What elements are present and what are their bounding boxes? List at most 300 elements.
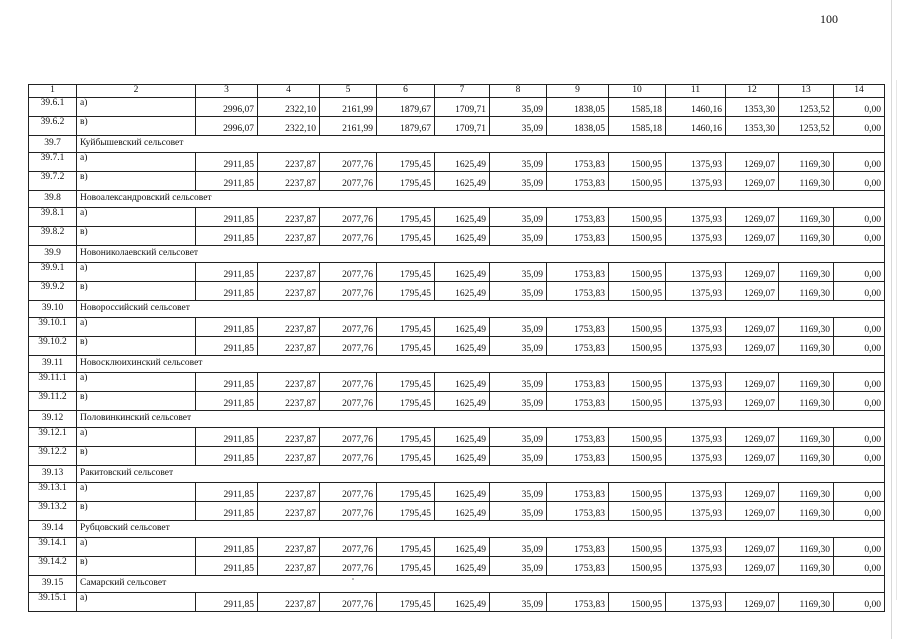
value-cell: 35,09 [490,373,547,392]
section-header-row [29,246,885,263]
value-cell: 1169,30 [779,428,834,447]
value-cell: 1500,95 [609,593,666,612]
value-cell: 1838,05 [547,98,609,117]
value-cell: 1795,45 [377,172,435,191]
column-number-cell: 5 [320,85,377,98]
row-code-cell: 39.9.2 [29,282,77,301]
row-code-cell: 39.13.1 [29,483,77,502]
value-cell: 1269,07 [726,153,779,172]
table-row [29,483,885,502]
value-cell: 35,09 [490,153,547,172]
value-cell: 1753,83 [547,227,609,246]
row-code-cell: 39.13.2 [29,502,77,521]
value-cell: 1500,95 [609,263,666,282]
value-cell: 2161,99 [320,117,377,136]
value-cell: 1753,83 [547,172,609,191]
column-number-cell: 12 [726,85,779,98]
value-cell: 1269,07 [726,593,779,612]
value-cell: 1269,07 [726,172,779,191]
section-code-cell: 39.9 [29,246,77,263]
section-code-cell: 39.7 [29,136,77,153]
value-cell: 1169,30 [779,282,834,301]
value-cell: 1375,93 [666,153,726,172]
row-subitem-cell: а) [77,373,196,392]
value-cell: 1269,07 [726,337,779,356]
value-cell: 1500,95 [609,282,666,301]
value-cell: 1375,93 [666,428,726,447]
row-code-cell: 39.7.2 [29,172,77,191]
section-name-cell: Новониколаевский сельсовет [77,246,885,263]
value-cell: 1169,30 [779,392,834,411]
value-cell: 0,00 [834,373,885,392]
column-number-cell: 3 [196,85,258,98]
column-number-cell: 11 [666,85,726,98]
row-subitem-cell: в) [77,392,196,411]
value-cell: 1269,07 [726,392,779,411]
value-cell: 1375,93 [666,447,726,466]
value-cell: 2077,76 [320,227,377,246]
value-cell: 1795,45 [377,502,435,521]
value-cell: 1753,83 [547,483,609,502]
section-header-row [29,136,885,153]
table-row [29,153,885,172]
value-cell: 35,09 [490,392,547,411]
value-cell: 1795,45 [377,263,435,282]
value-cell: 0,00 [834,208,885,227]
table-row [29,447,885,466]
value-cell: 1753,83 [547,538,609,557]
value-cell: 2237,87 [258,428,320,447]
value-cell: 1375,93 [666,502,726,521]
value-cell: 1585,18 [609,117,666,136]
value-cell: 1375,93 [666,373,726,392]
value-cell: 2237,87 [258,483,320,502]
column-number-cell: 8 [490,85,547,98]
table-row [29,593,885,612]
row-code-cell: 39.7.1 [29,153,77,172]
value-cell: 1375,93 [666,208,726,227]
value-cell: 1795,45 [377,557,435,576]
value-cell: 2077,76 [320,392,377,411]
value-cell: 2237,87 [258,153,320,172]
value-cell: 1269,07 [726,318,779,337]
table-row [29,227,885,246]
row-code-cell: 39.14.2 [29,557,77,576]
value-cell: 2911,85 [196,447,258,466]
value-cell: 2077,76 [320,483,377,502]
value-cell: 1169,30 [779,483,834,502]
value-cell: 1625,49 [435,557,490,576]
value-cell: 1269,07 [726,447,779,466]
column-number-cell: 9 [547,85,609,98]
section-code-cell: 39.12 [29,411,77,428]
page-number: 100 [820,12,838,26]
value-cell: 1500,95 [609,373,666,392]
value-cell: 2237,87 [258,557,320,576]
section-code-cell: 39.8 [29,191,77,208]
section-header-row [29,301,885,318]
value-cell: 0,00 [834,502,885,521]
section-name-cell: Рубцовский сельсовет [77,521,885,538]
section-name-cell: Половинкинский сельсовет [77,411,885,428]
value-cell: 1169,30 [779,153,834,172]
value-cell: 2911,85 [196,263,258,282]
table-row [29,208,885,227]
row-code-cell: 39.14.1 [29,538,77,557]
table-row [29,337,885,356]
value-cell: 2911,85 [196,282,258,301]
value-cell: 0,00 [834,337,885,356]
value-cell: 1500,95 [609,428,666,447]
table-row [29,538,885,557]
column-number-cell: 6 [377,85,435,98]
value-cell: 0,00 [834,557,885,576]
row-subitem-cell: а) [77,153,196,172]
value-cell: 1753,83 [547,392,609,411]
column-number-cell: 7 [435,85,490,98]
value-cell: 2911,85 [196,227,258,246]
row-subitem-cell: а) [77,318,196,337]
table-row [29,282,885,301]
value-cell: 1375,93 [666,318,726,337]
value-cell: 1753,83 [547,502,609,521]
value-cell: 1879,67 [377,117,435,136]
value-cell: 1500,95 [609,318,666,337]
row-code-cell: 39.6.2 [29,117,77,136]
value-cell: 1169,30 [779,447,834,466]
value-cell: 0,00 [834,538,885,557]
tariff-table [28,84,885,612]
value-cell: 1500,95 [609,153,666,172]
value-cell: 1625,49 [435,153,490,172]
value-cell: 1795,45 [377,373,435,392]
value-cell: 1169,30 [779,318,834,337]
value-cell: 1625,49 [435,373,490,392]
column-number-cell: 10 [609,85,666,98]
value-cell: 0,00 [834,153,885,172]
value-cell: 1625,49 [435,447,490,466]
value-cell: 1795,45 [377,483,435,502]
row-subitem-cell: а) [77,208,196,227]
section-code-cell: 39.13 [29,466,77,483]
row-subitem-cell: а) [77,263,196,282]
value-cell: 1753,83 [547,593,609,612]
value-cell: 2077,76 [320,282,377,301]
value-cell: 0,00 [834,98,885,117]
section-name-cell: Самарский сельсовет [77,576,885,593]
column-number-cell: 14 [834,85,885,98]
column-number-cell: 4 [258,85,320,98]
value-cell: 2911,85 [196,428,258,447]
value-cell: 35,09 [490,318,547,337]
value-cell: 1625,49 [435,318,490,337]
section-code-cell: 39.14 [29,521,77,538]
value-cell: 1753,83 [547,428,609,447]
value-cell: 1500,95 [609,447,666,466]
value-cell: 1753,83 [547,373,609,392]
column-number-cell: 13 [779,85,834,98]
row-code-cell: 39.15.1 [29,593,77,612]
row-subitem-cell: в) [77,227,196,246]
row-subitem-cell: в) [77,282,196,301]
section-name-cell: Новосклюихинский сельсовет [77,356,885,373]
value-cell: 0,00 [834,172,885,191]
value-cell: 35,09 [490,208,547,227]
scan-edge-line-inner [896,80,897,600]
section-header-row [29,576,885,593]
value-cell: 2237,87 [258,538,320,557]
table-row [29,117,885,136]
value-cell: 35,09 [490,263,547,282]
value-cell: 1500,95 [609,502,666,521]
value-cell: 1500,95 [609,227,666,246]
value-cell: 35,09 [490,593,547,612]
row-subitem-cell: в) [77,117,196,136]
value-cell: 1625,49 [435,172,490,191]
value-cell: 1753,83 [547,282,609,301]
value-cell: 1253,52 [779,98,834,117]
section-header-row [29,191,885,208]
value-cell: 2237,87 [258,502,320,521]
value-cell: 1625,49 [435,227,490,246]
column-number-cell: 2 [77,85,196,98]
value-cell: 1169,30 [779,502,834,521]
value-cell: 1375,93 [666,557,726,576]
value-cell: 2237,87 [258,373,320,392]
value-cell: 1269,07 [726,557,779,576]
value-cell: 1269,07 [726,502,779,521]
value-cell: 0,00 [834,282,885,301]
value-cell: 35,09 [490,227,547,246]
value-cell: 1500,95 [609,208,666,227]
value-cell: 2911,85 [196,153,258,172]
value-cell: 1375,93 [666,483,726,502]
table-row [29,318,885,337]
table-row [29,557,885,576]
value-cell: 2237,87 [258,593,320,612]
value-cell: 2077,76 [320,447,377,466]
section-name-cell: Куйбышевский сельсовет [77,136,885,153]
value-cell: 1269,07 [726,263,779,282]
value-cell: 2322,10 [258,117,320,136]
value-cell: 1375,93 [666,263,726,282]
value-cell: 1753,83 [547,337,609,356]
value-cell: 1625,49 [435,428,490,447]
value-cell: 1753,83 [547,208,609,227]
value-cell: 0,00 [834,593,885,612]
row-code-cell: 39.10.1 [29,318,77,337]
value-cell: 1500,95 [609,483,666,502]
value-cell: 1709,71 [435,117,490,136]
value-cell: 1269,07 [726,282,779,301]
value-cell: 1795,45 [377,282,435,301]
row-code-cell: 39.12.2 [29,447,77,466]
value-cell: 2077,76 [320,593,377,612]
section-header-row [29,521,885,538]
value-cell: 1375,93 [666,392,726,411]
value-cell: 35,09 [490,98,547,117]
value-cell: 2911,85 [196,392,258,411]
table-body [29,98,885,612]
value-cell: 1169,30 [779,172,834,191]
scan-edge-line [891,0,892,639]
value-cell: 1169,30 [779,337,834,356]
value-cell: 2911,85 [196,337,258,356]
value-cell: 1795,45 [377,593,435,612]
value-cell: 1585,18 [609,98,666,117]
value-cell: 1795,45 [377,538,435,557]
value-cell: 2077,76 [320,538,377,557]
value-cell: 1500,95 [609,392,666,411]
value-cell: 1500,95 [609,337,666,356]
value-cell: 1753,83 [547,318,609,337]
value-cell: 1795,45 [377,337,435,356]
section-header-row [29,466,885,483]
section-header-row [29,356,885,373]
value-cell: 35,09 [490,483,547,502]
table-row [29,98,885,117]
value-cell: 35,09 [490,282,547,301]
value-cell: 1169,30 [779,208,834,227]
value-cell: 1169,30 [779,557,834,576]
value-cell: 2077,76 [320,318,377,337]
value-cell: 1795,45 [377,227,435,246]
value-cell: 35,09 [490,172,547,191]
value-cell: 0,00 [834,392,885,411]
value-cell: 2237,87 [258,172,320,191]
row-subitem-cell: а) [77,483,196,502]
value-cell: 1353,30 [726,98,779,117]
value-cell: 0,00 [834,447,885,466]
value-cell: 1169,30 [779,538,834,557]
row-code-cell: 39.11.1 [29,373,77,392]
table-row [29,502,885,521]
value-cell: 1460,16 [666,98,726,117]
value-cell: 1753,83 [547,153,609,172]
row-code-cell: 39.8.2 [29,227,77,246]
value-cell: 1500,95 [609,538,666,557]
value-cell: 1625,49 [435,538,490,557]
value-cell: 1169,30 [779,593,834,612]
value-cell: 1375,93 [666,172,726,191]
value-cell: 1269,07 [726,208,779,227]
value-cell: 1169,30 [779,373,834,392]
table-row [29,373,885,392]
value-cell: 2911,85 [196,373,258,392]
value-cell: 1625,49 [435,337,490,356]
column-number-row [29,85,885,98]
value-cell: 1269,07 [726,373,779,392]
table-row [29,428,885,447]
row-subitem-cell: в) [77,502,196,521]
value-cell: 2077,76 [320,373,377,392]
value-cell: 1269,07 [726,227,779,246]
value-cell: 1253,52 [779,117,834,136]
value-cell: 2077,76 [320,172,377,191]
value-cell: 2077,76 [320,263,377,282]
value-cell: 1838,05 [547,117,609,136]
value-cell: 2237,87 [258,392,320,411]
value-cell: 2237,87 [258,208,320,227]
value-cell: 2911,85 [196,208,258,227]
column-number-cell: 1 [29,85,77,98]
value-cell: 1460,16 [666,117,726,136]
value-cell: 1795,45 [377,428,435,447]
value-cell: 1500,95 [609,172,666,191]
value-cell: 1625,49 [435,483,490,502]
value-cell: 1795,45 [377,153,435,172]
value-cell: 0,00 [834,227,885,246]
value-cell: 2077,76 [320,337,377,356]
value-cell: 35,09 [490,428,547,447]
row-code-cell: 39.11.2 [29,392,77,411]
row-subitem-cell: в) [77,337,196,356]
value-cell: 0,00 [834,263,885,282]
row-subitem-cell: а) [77,428,196,447]
value-cell: 2237,87 [258,282,320,301]
value-cell: 1795,45 [377,208,435,227]
row-subitem-cell: в) [77,172,196,191]
row-code-cell: 39.10.2 [29,337,77,356]
row-code-cell: 39.9.1 [29,263,77,282]
row-code-cell: 39.8.1 [29,208,77,227]
value-cell: 2911,85 [196,318,258,337]
value-cell: 1879,67 [377,98,435,117]
value-cell: 0,00 [834,483,885,502]
value-cell: 2161,99 [320,98,377,117]
value-cell: 1625,49 [435,208,490,227]
section-code-cell: 39.15 [29,576,77,593]
table-row [29,172,885,191]
value-cell: 2237,87 [258,227,320,246]
value-cell: 1375,93 [666,227,726,246]
row-code-cell: 39.12.1 [29,428,77,447]
value-cell: 35,09 [490,538,547,557]
value-cell: 2996,07 [196,117,258,136]
value-cell: 1795,45 [377,447,435,466]
row-subitem-cell: а) [77,538,196,557]
section-name-cell: Ракитовский сельсовет [77,466,885,483]
section-code-cell: 39.11 [29,356,77,373]
value-cell: 2077,76 [320,502,377,521]
table-row [29,263,885,282]
value-cell: 1753,83 [547,447,609,466]
value-cell: 1625,49 [435,263,490,282]
value-cell: 1625,49 [435,392,490,411]
value-cell: 1375,93 [666,538,726,557]
value-cell: 2911,85 [196,172,258,191]
value-cell: 2237,87 [258,263,320,282]
section-name-cell: Новоалександровский сельсовет [77,191,885,208]
value-cell: 1500,95 [609,557,666,576]
value-cell: 2237,87 [258,447,320,466]
value-cell: 2911,85 [196,502,258,521]
value-cell: 35,09 [490,447,547,466]
value-cell: 2911,85 [196,483,258,502]
value-cell: 2996,07 [196,98,258,117]
row-subitem-cell: в) [77,557,196,576]
value-cell: 1709,71 [435,98,490,117]
section-name-cell: Новороссийский сельсовет [77,301,885,318]
value-cell: 1625,49 [435,502,490,521]
value-cell: 1375,93 [666,282,726,301]
value-cell: 2911,85 [196,557,258,576]
value-cell: 1169,30 [779,227,834,246]
row-subitem-cell: а) [77,98,196,117]
value-cell: 2077,76 [320,428,377,447]
value-cell: 2077,76 [320,208,377,227]
value-cell: 1795,45 [377,318,435,337]
